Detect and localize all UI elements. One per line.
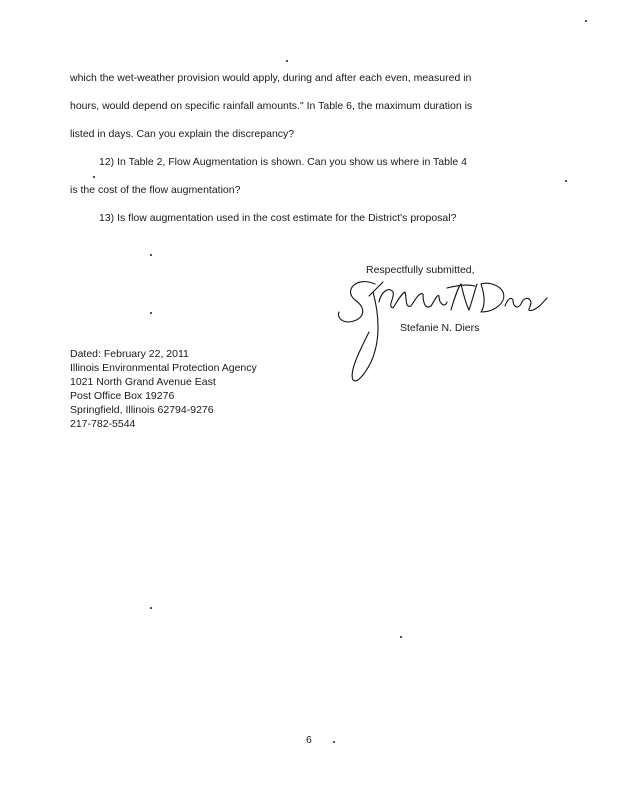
signer-name: Stefanie N. Diers <box>400 322 480 334</box>
closing-text: Respectfully submitted, <box>366 264 475 276</box>
question-13: 13) Is flow augmentation used in the cost estimate for the District's proposal? <box>99 212 457 224</box>
phone-number: 217-782-5544 <box>70 418 136 430</box>
question-12-line-1: 12) In Table 2, Flow Augmentation is shown. Can you show us where in Table 4 <box>99 156 467 168</box>
scan-speck <box>400 636 402 638</box>
scan-speck <box>585 20 587 22</box>
agency-name: Illinois Environmental Protection Agency <box>70 362 257 374</box>
date-line: Dated: February 22, 2011 <box>70 348 189 360</box>
scan-speck <box>150 607 152 609</box>
body-line-2: hours, would depend on specific rainfall amounts." In Table 6, the maximum duration is <box>70 100 473 112</box>
scan-speck <box>93 176 95 178</box>
scan-speck <box>150 312 152 314</box>
po-box: Post Office Box 19276 <box>70 390 175 402</box>
scan-speck <box>150 254 152 256</box>
city-state-zip: Springfield, Illinois 62794-9276 <box>70 404 214 416</box>
body-line-1: which the wet-weather provision would apply, during and after each even, measured in <box>70 72 472 84</box>
address-block <box>70 347 257 431</box>
scan-speck <box>286 60 288 62</box>
page-number: 6 <box>306 734 312 746</box>
body-line-3: listed in days. Can you explain the discrepancy? <box>70 128 295 140</box>
scan-speck <box>565 180 567 182</box>
signature-block <box>360 262 560 392</box>
question-12-line-2: is the cost of the flow augmentation? <box>70 184 241 196</box>
street-address: 1021 North Grand Avenue East <box>70 376 216 388</box>
scan-speck <box>333 741 335 743</box>
